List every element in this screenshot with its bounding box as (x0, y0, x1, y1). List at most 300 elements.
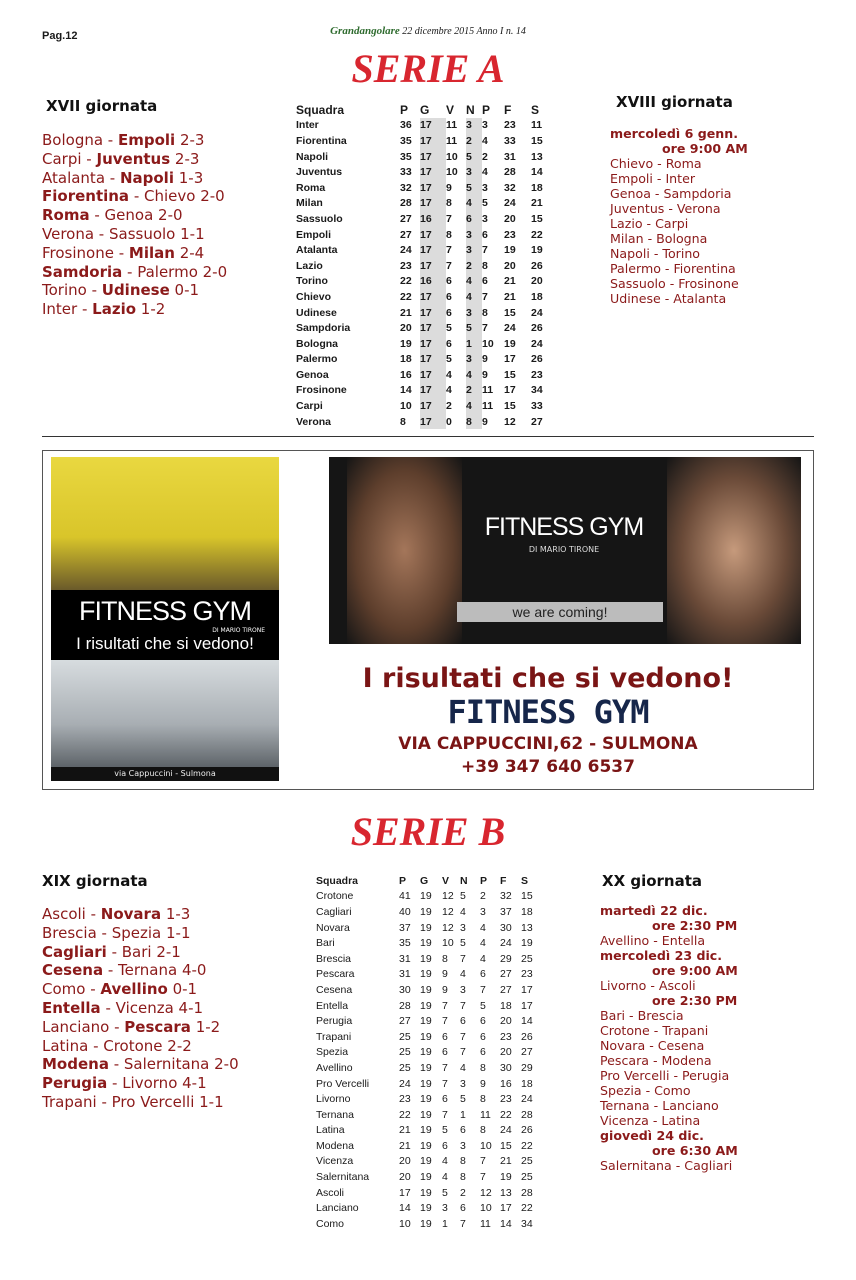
schedule-time: ore 2:30 PM (652, 918, 738, 933)
table-row (316, 1107, 543, 1123)
schedule-match: Napoli - Torino (610, 246, 701, 261)
winning-team: Avellino (100, 980, 168, 999)
stat-cell: 25 (399, 1061, 411, 1074)
stat-cell: 8 (480, 1124, 486, 1137)
schedule-match: Empoli - Inter (610, 171, 696, 186)
table-row (296, 258, 555, 274)
stat-cell: 24 (399, 1077, 411, 1090)
stat-cell: 22 (400, 275, 412, 288)
stat-cell: 19 (420, 1077, 432, 1090)
stat-cell: 2 (482, 150, 488, 163)
column-header: F (504, 102, 512, 117)
stat-cell: 21 (504, 290, 516, 303)
stat-cell: 10 (399, 1217, 411, 1230)
stat-cell: 26 (521, 1030, 533, 1043)
stat-cell: 17 (399, 1186, 411, 1199)
stat-cell: 7 (482, 244, 488, 257)
result-line (42, 169, 227, 188)
stat-cell: 7 (442, 1015, 448, 1028)
result-text: Latina - Crotone 2-2 (42, 1036, 192, 1055)
column-header: S (521, 874, 529, 887)
stat-cell: 5 (466, 180, 482, 196)
stat-cell: 4 (446, 368, 452, 381)
stat-cell: 15 (531, 212, 543, 225)
stat-cell: 9 (442, 968, 448, 981)
table-row (316, 1185, 543, 1201)
stat-cell: 11 (531, 119, 543, 132)
stat-cell: 6 (442, 1093, 448, 1106)
stat-cell: 4 (480, 921, 486, 934)
ad-brand: FITNESS GYM (447, 693, 649, 731)
team-name: Ternana (316, 1108, 354, 1121)
stat-cell: 19 (504, 244, 516, 257)
team-name: Perugia (316, 1015, 353, 1028)
table-row (316, 935, 543, 951)
stat-cell: 6 (480, 1015, 486, 1028)
team-name: Bari (316, 937, 335, 950)
team-name: Carpi (296, 400, 323, 413)
stat-cell: 4 (466, 367, 482, 383)
stat-cell: 19 (500, 1171, 512, 1184)
stat-cell: 22 (531, 228, 543, 241)
stat-cell: 15 (521, 890, 533, 903)
serie-b-results (42, 905, 239, 1112)
table-row (316, 982, 543, 998)
result-line (42, 924, 239, 943)
stat-cell: 19 (420, 952, 432, 965)
stat-cell: 10 (400, 400, 412, 413)
stat-cell: 17 (420, 196, 446, 212)
table-row (296, 211, 555, 227)
stat-cell: 32 (400, 181, 412, 194)
stat-cell: 19 (521, 937, 533, 950)
stat-cell: 25 (399, 1030, 411, 1043)
stat-cell: 5 (460, 890, 466, 903)
stat-cell: 20 (400, 322, 412, 335)
table-row (296, 289, 555, 305)
result-line (42, 150, 227, 169)
stat-cell: 3 (460, 983, 466, 996)
stat-cell: 18 (531, 290, 543, 303)
stat-cell: 20 (531, 275, 543, 288)
stat-cell: 2 (466, 258, 482, 274)
column-header: N (460, 874, 468, 887)
winning-team: Napoli (119, 168, 174, 187)
result-line (42, 999, 239, 1018)
stat-cell: 27 (400, 212, 412, 225)
result-text: Como - (42, 980, 101, 999)
schedule-match: Crotone - Trapani (600, 1023, 709, 1038)
stat-cell: 19 (420, 1030, 432, 1043)
stat-cell: 5 (442, 1124, 448, 1137)
team-name: Trapani (316, 1030, 352, 1043)
column-header: V (442, 874, 450, 887)
stat-cell: 19 (420, 1139, 432, 1152)
stat-cell: 2 (446, 400, 452, 413)
stat-cell: 34 (531, 384, 543, 397)
stat-cell: 19 (420, 1202, 432, 1215)
stat-cell: 14 (531, 166, 543, 179)
stat-cell: 12 (480, 1186, 492, 1199)
stat-cell: 6 (460, 1202, 466, 1215)
stat-cell: 5 (480, 999, 486, 1012)
stat-cell: 28 (400, 197, 412, 210)
table-row (316, 951, 543, 967)
result-line (42, 131, 227, 150)
schedule-day: martedì 22 dic. (600, 903, 708, 918)
gym-treadmill-photo (51, 660, 279, 767)
column-header: Squadra (316, 874, 359, 887)
stat-cell: 7 (460, 1217, 466, 1230)
stat-cell: 8 (460, 1171, 466, 1184)
table-row (296, 118, 555, 134)
stat-cell: 31 (399, 952, 411, 965)
stat-cell: 17 (420, 180, 446, 196)
result-text: Torino - (42, 281, 102, 300)
stat-cell: 4 (480, 952, 486, 965)
winning-team: Cagliari (42, 942, 107, 961)
result-line (42, 1074, 239, 1093)
serie-b-title: SERIE B (350, 809, 506, 854)
stat-cell: 37 (500, 905, 512, 918)
stat-cell: 6 (442, 1139, 448, 1152)
stat-cell: 33 (400, 166, 412, 179)
stat-cell: 7 (480, 983, 486, 996)
stat-cell: 19 (420, 1108, 432, 1121)
stat-cell: 20 (399, 1171, 411, 1184)
stat-cell: 7 (446, 212, 452, 225)
schedule-match: Salernitana - Cagliari (600, 1158, 733, 1173)
column-header: S (531, 102, 540, 117)
stat-cell: 10 (480, 1202, 492, 1215)
stat-cell: 18 (400, 353, 412, 366)
stat-cell: 17 (420, 289, 446, 305)
stat-cell: 31 (399, 968, 411, 981)
stat-cell: 7 (442, 1061, 448, 1074)
schedule-match: Lazio - Carpi (610, 216, 689, 231)
stat-cell: 1 (460, 1108, 466, 1121)
ad-slogan: I risultati che si vedono! (362, 663, 734, 694)
stat-cell: 8 (482, 259, 488, 272)
stat-cell: 17 (500, 1202, 512, 1215)
stat-cell: 24 (500, 937, 512, 950)
stat-cell: 17 (420, 133, 446, 149)
schedule-match: Palermo - Fiorentina (610, 261, 736, 276)
stat-cell: 32 (504, 181, 516, 194)
stat-cell: 17 (504, 353, 516, 366)
table-row (296, 133, 555, 149)
schedule-match: Vicenza - Latina (600, 1113, 701, 1128)
stat-cell: 23 (500, 1093, 512, 1106)
stat-cell: 40 (399, 905, 411, 918)
stat-cell: 6 (482, 275, 488, 288)
table-row (316, 1060, 543, 1076)
stat-cell: 19 (420, 905, 432, 918)
winning-team: Cesena (42, 961, 104, 980)
ad-address: VIA CAPPUCCINI,62 - SULMONA (398, 734, 698, 754)
stat-cell: 19 (420, 921, 432, 934)
stat-cell: 6 (460, 1124, 466, 1137)
stat-cell: 23 (500, 1030, 512, 1043)
result-line (42, 300, 227, 319)
stat-cell: 17 (420, 242, 446, 258)
stat-cell: 3 (442, 1202, 448, 1215)
table-row (296, 367, 555, 383)
stat-cell: 17 (420, 398, 446, 414)
ad-right-panel (329, 457, 801, 644)
schedule-match: Genoa - Sampdoria (610, 186, 732, 201)
stat-cell: 14 (500, 1217, 512, 1230)
stat-cell: 11 (480, 1217, 491, 1230)
stat-cell: 23 (399, 1093, 411, 1106)
team-name: Chievo (296, 290, 332, 303)
stat-cell: 4 (442, 1155, 448, 1168)
stat-cell: 7 (482, 290, 488, 303)
stat-cell: 8 (442, 952, 448, 965)
stat-cell: 16 (420, 211, 446, 227)
winning-team: Perugia (42, 1074, 108, 1093)
result-text: - Bari 2-1 (106, 942, 181, 961)
stat-cell: 19 (420, 1061, 432, 1074)
table-row (296, 274, 555, 290)
serie-a-title: SERIE A (351, 46, 505, 91)
stat-cell: 14 (400, 384, 412, 397)
stat-cell: 24 (504, 197, 516, 210)
stat-cell: 3 (482, 181, 488, 194)
stat-cell: 11 (446, 134, 458, 147)
team-name: Empoli (296, 228, 332, 241)
stat-cell: 19 (420, 983, 432, 996)
stat-cell: 17 (420, 414, 446, 430)
stat-cell: 7 (480, 1155, 486, 1168)
stat-cell: 34 (521, 1217, 533, 1230)
team-name: Frosinone (296, 384, 347, 397)
stat-cell: 24 (521, 1093, 533, 1106)
stat-cell: 6 (446, 275, 452, 288)
ad-coming-banner: we are coming! (457, 602, 663, 622)
column-header: G (420, 102, 430, 117)
stat-cell: 25 (521, 1171, 533, 1184)
stat-cell: 9 (482, 353, 488, 366)
stat-cell: 12 (442, 921, 454, 934)
stat-cell: 3 (460, 1139, 466, 1152)
stat-cell: 26 (521, 1124, 533, 1137)
stat-cell: 27 (399, 1015, 411, 1028)
team-name: Novara (316, 921, 350, 934)
result-line (42, 980, 239, 999)
stat-cell: 8 (466, 414, 482, 430)
stat-cell: 13 (531, 150, 543, 163)
team-name: Como (316, 1217, 345, 1230)
result-text: - Palermo 2-0 (122, 262, 228, 281)
stat-cell: 3 (480, 905, 486, 918)
stat-cell: 10 (442, 937, 454, 950)
schedule-match: Udinese - Atalanta (610, 291, 727, 306)
ad-athlete-photo-female (667, 457, 801, 644)
schedule-match: Chievo - Roma (610, 156, 702, 171)
stat-cell: 7 (446, 244, 452, 257)
stat-cell: 12 (442, 890, 454, 903)
stat-cell: 6 (446, 306, 452, 319)
schedule-time: ore 6:30 AM (652, 1143, 738, 1158)
stat-cell: 5 (446, 322, 452, 335)
stat-cell: 41 (399, 890, 411, 903)
result-line (42, 281, 227, 300)
winning-team: Juventus (96, 149, 171, 168)
stat-cell: 36 (400, 119, 412, 132)
stat-cell: 17 (420, 305, 446, 321)
team-name: Fiorentina (296, 134, 347, 147)
serie-a-results (42, 131, 227, 319)
stat-cell: 4 (442, 1171, 448, 1184)
stat-cell: 19 (504, 337, 516, 350)
serie-a-results-heading: XVII giornata (46, 97, 158, 115)
column-header: P (399, 874, 407, 887)
column-header: G (420, 874, 429, 887)
stat-cell: 1 (442, 1217, 448, 1230)
result-line (42, 244, 227, 263)
stat-cell: 19 (420, 1217, 432, 1230)
table-row (296, 149, 555, 165)
schedule-time: ore 9:00 AM (662, 141, 748, 156)
result-line (42, 961, 239, 980)
stat-cell: 7 (442, 999, 448, 1012)
section-divider (42, 436, 814, 437)
team-name: Cesena (316, 983, 353, 996)
stat-cell: 3 (466, 352, 482, 368)
stat-cell: 21 (500, 1155, 512, 1168)
stat-cell: 13 (521, 921, 533, 934)
table-row (316, 1138, 543, 1154)
stat-cell: 8 (480, 1093, 486, 1106)
schedule-match: Milan - Bologna (610, 231, 708, 246)
schedule-match: Novara - Cesena (600, 1038, 705, 1053)
stat-cell: 4 (466, 274, 482, 290)
team-name: Torino (296, 275, 328, 288)
stat-cell: 17 (420, 320, 446, 336)
page-number: Pag.12 (42, 30, 78, 42)
stat-cell: 28 (504, 166, 516, 179)
stat-cell: 2 (466, 133, 482, 149)
stat-cell: 21 (399, 1124, 411, 1137)
stat-cell: 17 (420, 367, 446, 383)
result-text: 1-3 (161, 905, 191, 923)
stat-cell: 6 (466, 211, 482, 227)
stat-cell: 27 (500, 968, 512, 981)
result-text: 1-3 (173, 168, 204, 187)
stat-cell: 28 (399, 999, 411, 1012)
masthead-brand: Grandangolare (330, 25, 400, 37)
stat-cell: 8 (446, 228, 452, 241)
stat-cell: 19 (400, 337, 412, 350)
table-row (296, 180, 555, 196)
stat-cell: 3 (466, 242, 482, 258)
stat-cell: 7 (442, 1108, 448, 1121)
result-text: 2-3 (175, 131, 205, 149)
table-row (316, 1200, 543, 1216)
stat-cell: 17 (521, 983, 533, 996)
serie-b-schedule (600, 903, 738, 1173)
stat-cell: 14 (399, 1202, 411, 1215)
team-name: Pescara (316, 968, 355, 981)
team-name: Sampdoria (296, 322, 351, 335)
stat-cell: 17 (521, 999, 533, 1012)
stat-cell: 4 (482, 134, 488, 147)
stat-cell: 22 (521, 1202, 533, 1215)
ad-right-title: FITNESS GYM (484, 513, 644, 541)
stat-cell: 9 (442, 983, 448, 996)
table-row (316, 1154, 543, 1170)
stat-cell: 15 (504, 368, 516, 381)
stat-cell: 3 (466, 118, 482, 134)
result-text: - Genoa 2-0 (89, 206, 183, 225)
stat-cell: 19 (531, 244, 543, 257)
result-line (42, 943, 239, 962)
team-name: Spezia (316, 1046, 349, 1059)
table-row (316, 1029, 543, 1045)
table-row (316, 1169, 543, 1185)
winning-team: Udinese (101, 281, 170, 300)
table-row (296, 227, 555, 243)
serie-b-next-heading: XX giornata (602, 872, 703, 890)
stat-cell: 23 (400, 259, 412, 272)
stat-cell: 4 (482, 166, 488, 179)
stat-cell: 5 (460, 937, 466, 950)
table-row (296, 320, 555, 336)
result-text: Ascoli - (42, 905, 101, 923)
stat-cell: 7 (460, 999, 466, 1012)
table-row (316, 1091, 543, 1107)
stat-cell: 5 (482, 197, 488, 210)
team-name: Juventus (296, 166, 343, 179)
team-name: Bologna (296, 337, 338, 350)
stat-cell: 20 (500, 1046, 512, 1059)
table-row (316, 904, 543, 920)
table-row (316, 889, 543, 905)
stat-cell: 8 (446, 197, 452, 210)
result-text: - Livorno 4-1 (107, 1074, 207, 1093)
team-name: Udinese (296, 306, 337, 319)
table-row (296, 242, 555, 258)
stat-cell: 20 (500, 1015, 512, 1028)
ad-left-band (51, 590, 279, 660)
stat-cell: 31 (504, 150, 516, 163)
stat-cell: 3 (466, 227, 482, 243)
stat-cell: 5 (460, 1093, 466, 1106)
stat-cell: 6 (442, 1030, 448, 1043)
stat-cell: 19 (420, 1015, 432, 1028)
stat-cell: 1 (466, 336, 482, 352)
schedule-match: Avellino - Entella (600, 933, 706, 948)
stat-cell: 23 (504, 228, 516, 241)
table-row (296, 383, 555, 399)
stat-cell: 24 (504, 322, 516, 335)
schedule-day: giovedì 24 dic. (600, 1128, 704, 1143)
result-text: Trapani - Pro Vercelli 1-1 (42, 1092, 224, 1111)
winning-team: Milan (128, 243, 175, 262)
result-text: Inter - (42, 300, 93, 319)
schedule-match: Pro Vercelli - Perugia (600, 1068, 730, 1083)
stat-cell: 10 (446, 166, 458, 179)
stat-cell: 10 (446, 150, 458, 163)
stat-cell: 24 (400, 244, 412, 257)
serie-b-results-heading: XIX giornata (42, 872, 148, 890)
team-name: Sassuolo (296, 212, 343, 225)
team-name: Milan (296, 197, 323, 210)
stat-cell: 11 (480, 1108, 491, 1121)
ad-left-subtitle: DI MARIO TIRONE (212, 627, 265, 634)
result-text: Verona - Sassuolo 1-1 (42, 224, 205, 243)
